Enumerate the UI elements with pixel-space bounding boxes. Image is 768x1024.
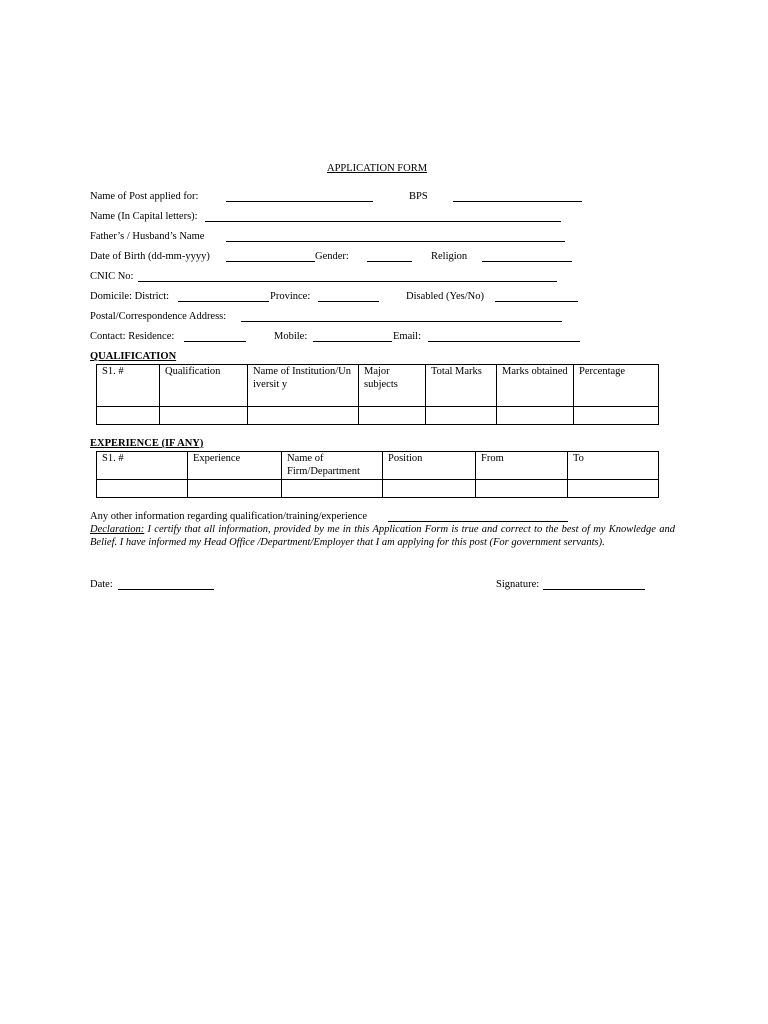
- experience-entry-row: [97, 480, 659, 498]
- exp-col-sl: S1. #: [97, 452, 188, 480]
- province-label: Province:: [270, 291, 311, 302]
- qual-cell-major-subjects[interactable]: [359, 407, 426, 425]
- exp-col-experience: Experience: [188, 452, 282, 480]
- address-input-line[interactable]: [241, 321, 562, 322]
- disabled-label: Disabled (Yes/No): [406, 291, 484, 302]
- address-label: Postal/Correspondence Address:: [90, 311, 227, 322]
- post-label: Name of Post applied for:: [90, 191, 199, 202]
- declaration-label: Declaration:: [90, 524, 145, 535]
- cnic-input-line[interactable]: [138, 281, 557, 282]
- mobile-label: Mobile:: [274, 331, 308, 342]
- exp-cell-from[interactable]: [476, 480, 568, 498]
- date-input-line[interactable]: [118, 589, 214, 590]
- religion-label: Religion: [431, 251, 468, 262]
- gender-input-line[interactable]: [367, 261, 412, 262]
- qual-col-major-subjects: Major subjects: [359, 365, 426, 407]
- exp-cell-sl[interactable]: [97, 480, 188, 498]
- other-info-input-line[interactable]: [388, 521, 568, 522]
- exp-col-from: From: [476, 452, 568, 480]
- qual-col-institution: Name of Institution/Universit y: [248, 365, 359, 407]
- email-label: Email:: [393, 331, 421, 342]
- exp-cell-position[interactable]: [383, 480, 476, 498]
- qual-col-marks-obtained: Marks obtained: [497, 365, 574, 407]
- name-label: Name (In Capital letters):: [90, 211, 198, 222]
- residence-input-line[interactable]: [184, 341, 246, 342]
- name-input-line[interactable]: [205, 221, 561, 222]
- exp-col-position: Position: [383, 452, 476, 480]
- qualification-entry-row: [97, 407, 659, 425]
- qual-cell-institution[interactable]: [248, 407, 359, 425]
- exp-cell-experience[interactable]: [188, 480, 282, 498]
- declaration-text: I certify that all information, provided by me in this Application Form is true and correct to the best of my Knowledge and Belief. I have informed my Head Office /Department/Employer that I am applying for this post (For government servants).: [90, 524, 675, 548]
- qualification-header-row: [97, 365, 659, 407]
- declaration: [90, 523, 675, 549]
- experience-header-row: [97, 452, 659, 480]
- father-label: Father’s / Husband’s Name: [90, 231, 205, 242]
- email-input-line[interactable]: [428, 341, 580, 342]
- qual-cell-marks-obtained[interactable]: [497, 407, 574, 425]
- qualification-heading: QUALIFICATION: [90, 351, 177, 362]
- disabled-input-line[interactable]: [495, 301, 578, 302]
- dob-label: Date of Birth (dd-mm-yyyy): [90, 251, 210, 262]
- form-title: APPLICATION FORM: [327, 163, 428, 174]
- gender-label: Gender:: [315, 251, 349, 262]
- domicile-input-line[interactable]: [178, 301, 269, 302]
- qual-cell-total-marks[interactable]: [426, 407, 497, 425]
- experience-heading: EXPERIENCE (IF ANY): [90, 438, 204, 449]
- exp-col-firm: Name of Firm/Department: [282, 452, 383, 480]
- other-info-label: Any other information regarding qualification/training/experience: [90, 511, 367, 522]
- bps-label: BPS: [409, 191, 428, 202]
- mobile-input-line[interactable]: [313, 341, 392, 342]
- exp-cell-to[interactable]: [568, 480, 659, 498]
- exp-cell-firm[interactable]: [282, 480, 383, 498]
- religion-input-line[interactable]: [482, 261, 572, 262]
- bps-input-line[interactable]: [453, 201, 582, 202]
- domicile-label: Domicile: District:: [90, 291, 170, 302]
- cnic-label: CNIC No:: [90, 271, 134, 282]
- signature-label: Signature:: [496, 579, 540, 590]
- contact-label: Contact: Residence:: [90, 331, 175, 342]
- qual-cell-percentage[interactable]: [574, 407, 659, 425]
- experience-table: [96, 451, 659, 498]
- qual-col-total-marks: Total Marks: [426, 365, 497, 407]
- exp-col-to: To: [568, 452, 659, 480]
- dob-input-line[interactable]: [226, 261, 315, 262]
- date-label: Date:: [90, 579, 113, 590]
- qual-cell-qualification[interactable]: [160, 407, 248, 425]
- signature-input-line[interactable]: [543, 589, 645, 590]
- qualification-table: [96, 364, 659, 425]
- post-input-line[interactable]: [226, 201, 373, 202]
- qual-cell-sl[interactable]: [97, 407, 160, 425]
- province-input-line[interactable]: [318, 301, 379, 302]
- father-input-line[interactable]: [226, 241, 565, 242]
- qual-col-percentage: Percentage: [574, 365, 659, 407]
- qual-col-qualification: Qualification: [160, 365, 248, 407]
- qual-col-sl: S1. #: [97, 365, 160, 407]
